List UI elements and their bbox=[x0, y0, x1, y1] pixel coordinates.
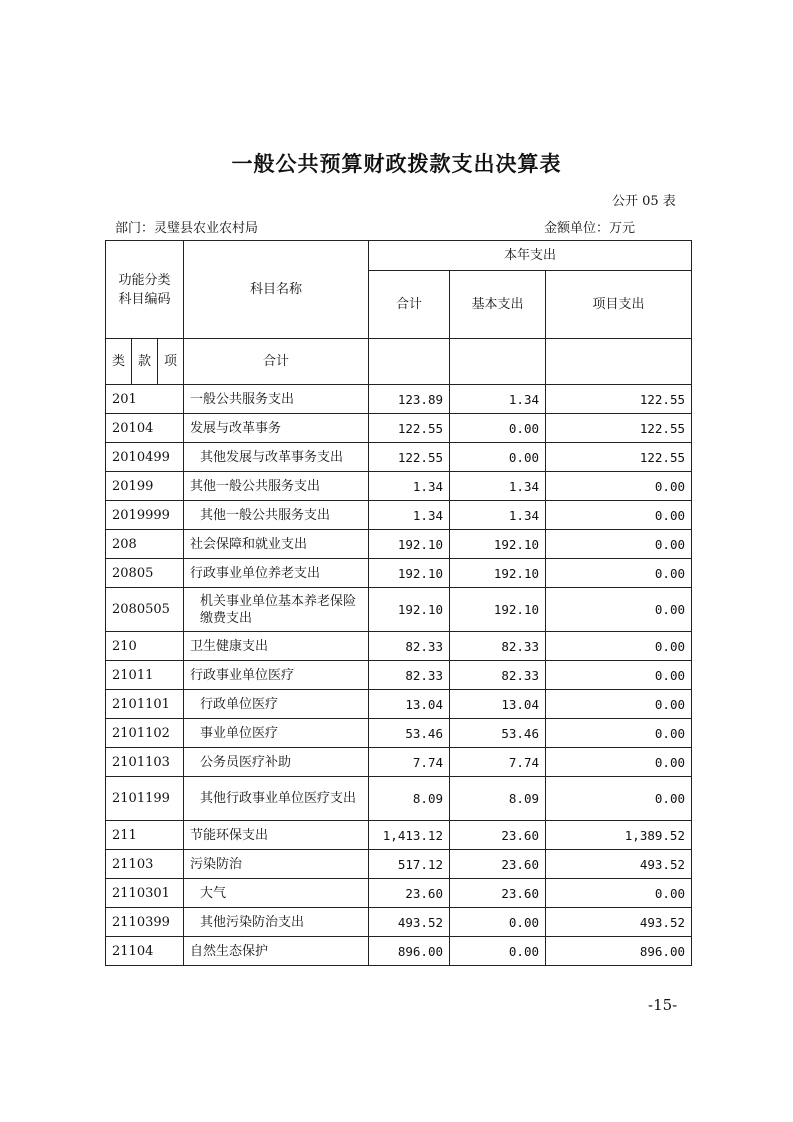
subject-name-cell: 节能环保支出 bbox=[184, 821, 369, 850]
subject-name-cell: 行政单位医疗 bbox=[184, 690, 369, 719]
project-cell: 0.00 bbox=[546, 472, 692, 501]
total-cell: 82.33 bbox=[369, 661, 450, 690]
basic-cell: 192.10 bbox=[450, 588, 546, 632]
basic-cell: 0.00 bbox=[450, 937, 546, 966]
total-cell: 517.12 bbox=[369, 850, 450, 879]
project-cell: 0.00 bbox=[546, 879, 692, 908]
project-cell: 0.00 bbox=[546, 559, 692, 588]
basic-cell: 1.34 bbox=[450, 385, 546, 414]
basic-cell: 1.34 bbox=[450, 501, 546, 530]
table-row bbox=[106, 443, 692, 472]
project-cell: 0.00 bbox=[546, 588, 692, 632]
table-row bbox=[106, 879, 692, 908]
sum-basic-cell bbox=[450, 339, 546, 385]
sum-project-cell bbox=[546, 339, 692, 385]
subject-name-cell: 大气 bbox=[184, 879, 369, 908]
subject-name-cell: 污染防治 bbox=[184, 850, 369, 879]
total-cell: 192.10 bbox=[369, 588, 450, 632]
table-row bbox=[106, 661, 692, 690]
subject-name-cell: 其他行政事业单位医疗支出 bbox=[184, 777, 369, 821]
form-number: 公开 05 表 bbox=[612, 194, 676, 209]
basic-header: 基本支出 bbox=[450, 271, 546, 339]
kuan-header: 款 bbox=[132, 339, 158, 385]
project-cell: 122.55 bbox=[546, 414, 692, 443]
basic-cell: 82.33 bbox=[450, 661, 546, 690]
total-cell: 1,413.12 bbox=[369, 821, 450, 850]
project-cell: 1,389.52 bbox=[546, 821, 692, 850]
year-expense-header: 本年支出 bbox=[369, 241, 692, 271]
project-cell: 0.00 bbox=[546, 530, 692, 559]
code-cell: 2080505 bbox=[106, 588, 184, 632]
subject-name-cell: 其他污染防治支出 bbox=[184, 908, 369, 937]
subject-name-cell: 自然生态保护 bbox=[184, 937, 369, 966]
total-cell: 7.74 bbox=[369, 748, 450, 777]
table-row bbox=[106, 719, 692, 748]
code-cell: 2010499 bbox=[106, 443, 184, 472]
code-cell: 2101199 bbox=[106, 777, 184, 821]
basic-cell: 0.00 bbox=[450, 414, 546, 443]
sum-total-cell bbox=[369, 339, 450, 385]
table-row bbox=[106, 632, 692, 661]
basic-cell: 192.10 bbox=[450, 559, 546, 588]
page-title: 一般公共预算财政拨款支出决算表 bbox=[231, 151, 562, 176]
table-row bbox=[106, 501, 692, 530]
table-row bbox=[106, 385, 692, 414]
sum-label: 合计 bbox=[184, 339, 369, 385]
total-cell: 1.34 bbox=[369, 472, 450, 501]
project-cell: 493.52 bbox=[546, 850, 692, 879]
code-cell: 20805 bbox=[106, 559, 184, 588]
code-cell: 2110399 bbox=[106, 908, 184, 937]
subject-name-cell: 行政事业单位医疗 bbox=[184, 661, 369, 690]
basic-cell: 53.46 bbox=[450, 719, 546, 748]
func-code-header: 功能分类 科目编码 bbox=[106, 241, 184, 339]
project-cell: 0.00 bbox=[546, 501, 692, 530]
code-cell: 2101102 bbox=[106, 719, 184, 748]
total-cell: 896.00 bbox=[369, 937, 450, 966]
code-cell: 201 bbox=[106, 385, 184, 414]
basic-cell: 1.34 bbox=[450, 472, 546, 501]
project-header: 项目支出 bbox=[546, 271, 692, 339]
total-header: 合计 bbox=[369, 271, 450, 339]
code-cell: 208 bbox=[106, 530, 184, 559]
total-cell: 53.46 bbox=[369, 719, 450, 748]
total-cell: 192.10 bbox=[369, 530, 450, 559]
subject-name-cell: 行政事业单位养老支出 bbox=[184, 559, 369, 588]
total-cell: 493.52 bbox=[369, 908, 450, 937]
subject-name-header: 科目名称 bbox=[184, 241, 369, 339]
table-row bbox=[106, 937, 692, 966]
basic-cell: 7.74 bbox=[450, 748, 546, 777]
table-row bbox=[106, 414, 692, 443]
table-row bbox=[106, 850, 692, 879]
basic-cell: 13.04 bbox=[450, 690, 546, 719]
project-cell: 0.00 bbox=[546, 777, 692, 821]
basic-cell: 23.60 bbox=[450, 879, 546, 908]
project-cell: 0.00 bbox=[546, 748, 692, 777]
total-cell: 122.55 bbox=[369, 414, 450, 443]
subject-name-cell: 公务员医疗补助 bbox=[184, 748, 369, 777]
code-cell: 2110301 bbox=[106, 879, 184, 908]
subject-name-cell: 机关事业单位基本养老保险缴费支出 bbox=[184, 588, 369, 632]
table-row bbox=[106, 777, 692, 821]
project-cell: 122.55 bbox=[546, 443, 692, 472]
basic-cell: 8.09 bbox=[450, 777, 546, 821]
project-cell: 0.00 bbox=[546, 661, 692, 690]
project-cell: 896.00 bbox=[546, 937, 692, 966]
total-cell: 192.10 bbox=[369, 559, 450, 588]
subject-name-cell: 发展与改革事务 bbox=[184, 414, 369, 443]
total-cell: 122.55 bbox=[369, 443, 450, 472]
total-cell: 82.33 bbox=[369, 632, 450, 661]
page-number: -15- bbox=[648, 996, 678, 1014]
basic-cell: 23.60 bbox=[450, 850, 546, 879]
code-cell: 20104 bbox=[106, 414, 184, 443]
subject-name-cell: 事业单位医疗 bbox=[184, 719, 369, 748]
table-row bbox=[106, 472, 692, 501]
xiang-header: 项 bbox=[158, 339, 184, 385]
total-cell: 23.60 bbox=[369, 879, 450, 908]
basic-cell: 82.33 bbox=[450, 632, 546, 661]
total-cell: 8.09 bbox=[369, 777, 450, 821]
subject-name-cell: 社会保障和就业支出 bbox=[184, 530, 369, 559]
project-cell: 493.52 bbox=[546, 908, 692, 937]
table-row bbox=[106, 748, 692, 777]
code-cell: 21104 bbox=[106, 937, 184, 966]
total-cell: 1.34 bbox=[369, 501, 450, 530]
code-cell: 20199 bbox=[106, 472, 184, 501]
subject-name-cell: 卫生健康支出 bbox=[184, 632, 369, 661]
project-cell: 0.00 bbox=[546, 719, 692, 748]
department-label: 部门：灵璧县农业农村局 bbox=[115, 221, 259, 236]
table-row bbox=[106, 588, 692, 632]
total-cell: 13.04 bbox=[369, 690, 450, 719]
table-row bbox=[106, 821, 692, 850]
basic-cell: 23.60 bbox=[450, 821, 546, 850]
code-cell: 2101103 bbox=[106, 748, 184, 777]
amount-unit-label: 金额单位：万元 bbox=[544, 221, 636, 236]
table-row bbox=[106, 690, 692, 719]
total-cell: 123.89 bbox=[369, 385, 450, 414]
project-cell: 0.00 bbox=[546, 690, 692, 719]
table-row bbox=[106, 559, 692, 588]
code-cell: 21103 bbox=[106, 850, 184, 879]
table-row bbox=[106, 908, 692, 937]
project-cell: 0.00 bbox=[546, 632, 692, 661]
lei-header: 类 bbox=[106, 339, 132, 385]
basic-cell: 0.00 bbox=[450, 443, 546, 472]
basic-cell: 0.00 bbox=[450, 908, 546, 937]
code-cell: 21011 bbox=[106, 661, 184, 690]
code-cell: 210 bbox=[106, 632, 184, 661]
subject-name-cell: 其他发展与改革事务支出 bbox=[184, 443, 369, 472]
basic-cell: 192.10 bbox=[450, 530, 546, 559]
table-row bbox=[106, 530, 692, 559]
expense-table bbox=[105, 240, 692, 966]
project-cell: 122.55 bbox=[546, 385, 692, 414]
subject-name-cell: 一般公共服务支出 bbox=[184, 385, 369, 414]
code-cell: 2019999 bbox=[106, 501, 184, 530]
code-cell: 211 bbox=[106, 821, 184, 850]
subject-name-cell: 其他一般公共服务支出 bbox=[184, 472, 369, 501]
code-cell: 2101101 bbox=[106, 690, 184, 719]
subject-name-cell: 其他一般公共服务支出 bbox=[184, 501, 369, 530]
